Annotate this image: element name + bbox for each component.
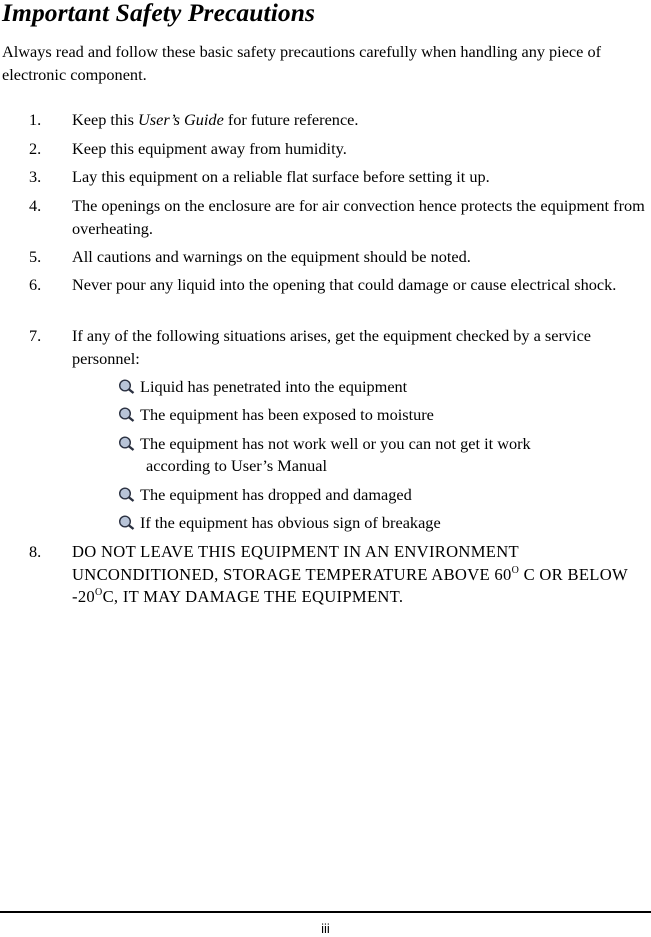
- sub-item-continuation: according to User’s Manual: [146, 456, 328, 475]
- item-text: The openings on the enclosure are for air convection hence protects the equipment from overheating.: [72, 196, 645, 238]
- item-text: All cautions and warnings on the equipment should be noted.: [72, 247, 471, 266]
- item-text: Keep this User’s Guide for future reference.: [72, 110, 359, 129]
- item-text: Keep this equipment away from humidity.: [72, 139, 347, 158]
- item-number: 8.: [29, 542, 42, 561]
- magnifier-bullet-icon: [118, 487, 135, 502]
- item-text: Never pour any liquid into the opening that could damage or cause electrical shock.: [72, 275, 617, 294]
- page-number: iii: [321, 921, 330, 936]
- item-text: DO NOT LEAVE THIS EQUIPMENT IN AN ENVIRONMENT UNCONDITIONED, STORAGE TEMPERATURE ABOVE $60^O$ C OR BELOW $-20^OC$, IT MAY DAMAGE THE EQUIPMENT.: [72, 542, 628, 606]
- sub-item-text: The equipment has not work well or you can not get it work: [140, 434, 531, 453]
- item-text: Lay this equipment on a reliable flat surface before setting it up.: [72, 167, 490, 186]
- sub-item-text: The equipment has dropped and damaged: [140, 485, 412, 504]
- degree-superscript: O: [511, 564, 520, 576]
- sub-list-item: [118, 512, 638, 534]
- item-number: 6.: [29, 275, 42, 294]
- degree-superscript: O: [95, 587, 103, 598]
- item-number: 5.: [29, 247, 42, 266]
- magnifier-bullet-icon: [118, 515, 135, 530]
- sub-item-text: The equipment has been exposed to moisture: [140, 405, 434, 424]
- sub-list-item: [118, 404, 638, 426]
- magnifier-bullet-icon: [118, 436, 135, 451]
- item-number: 3.: [29, 167, 42, 186]
- item-number: 4.: [29, 196, 42, 215]
- footer-rule: [0, 911, 651, 913]
- magnifier-bullet-icon: [118, 407, 135, 422]
- intro-paragraph: Always read and follow these basic safety precautions carefully when handling any piece of electronic component.: [2, 42, 602, 84]
- guide-title: User’s Guide: [138, 110, 224, 129]
- sub-list-item: [118, 433, 638, 477]
- magnifier-bullet-icon: [118, 379, 135, 394]
- item-number: 7.: [29, 326, 42, 345]
- item-text: If any of the following situations arises, get the equipment checked by a service personnel:: [72, 326, 592, 368]
- sub-list-item: [118, 376, 638, 398]
- sub-list-item: [118, 484, 638, 506]
- page-title: Important Safety Precautions: [2, 0, 316, 27]
- item-number: 1.: [29, 110, 42, 129]
- sub-item-text: Liquid has penetrated into the equipment: [140, 377, 408, 396]
- item-number: 2.: [29, 139, 42, 158]
- sub-item-text: If the equipment has obvious sign of breakage: [140, 513, 441, 532]
